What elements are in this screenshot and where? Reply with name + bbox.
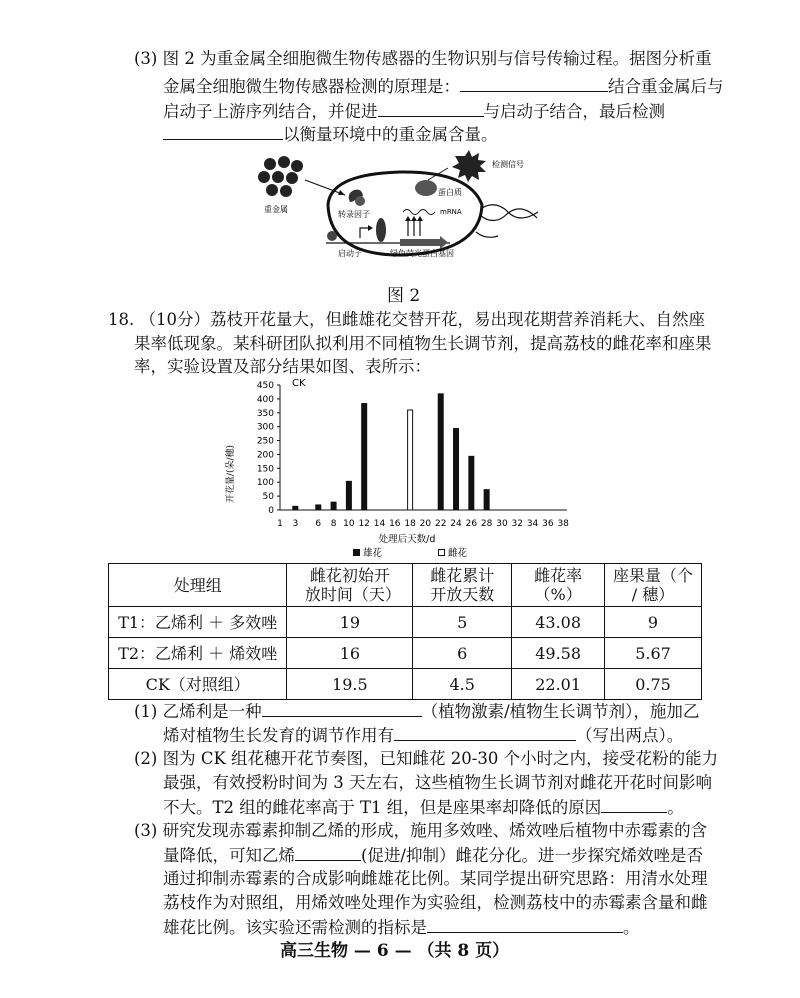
q18-2-line1: (2) 图为 CK 组花穗开花节奏图，已知雌花 20-30 个小时之内，接受花粉的能力 [134, 749, 719, 768]
chart-axes [280, 385, 567, 510]
label-detection-signal: 检测信号 [492, 160, 524, 169]
label-protein: 蛋白质 [438, 188, 462, 197]
x-tick-label: 8 [330, 519, 337, 529]
q18-3-text-e2: 。 [623, 918, 640, 937]
x-tick-label: 20 [419, 519, 432, 529]
detection-signal-burst [452, 150, 486, 182]
answer-blank[interactable] [378, 100, 484, 117]
table-cell: 4.5 [413, 669, 512, 700]
q18-line1: 18. （10分）荔枝开花量大，但雌雄花交替开花，易出现花期营养消耗大、自然座 [108, 310, 705, 329]
bar-male [346, 481, 352, 510]
mrna-wave [403, 210, 435, 215]
x-tick-label: 36 [542, 519, 554, 529]
x-tick-label: 38 [557, 519, 569, 529]
answer-blank[interactable] [163, 123, 283, 140]
table-cell: T1：乙烯利 ＋ 多效唑 [109, 607, 287, 638]
y-tick-label: 50 [262, 492, 274, 503]
bar-male [484, 489, 490, 510]
x-tick-label: 30 [496, 519, 508, 529]
x-tick-label: 3 [292, 519, 299, 529]
table-cell: 9 [605, 607, 702, 638]
heavy-metal-dots [258, 156, 303, 197]
table-cell: CK（对照组） [109, 669, 287, 700]
q18-1-line2 [163, 724, 683, 747]
table-cell: T2：乙烯利 ＋ 烯效唑 [109, 638, 287, 669]
figure-2-caption: 图 2 [387, 286, 421, 306]
q18-3-line2 [163, 844, 703, 867]
table-row [109, 638, 702, 669]
table-cell: 43.08 [512, 607, 605, 638]
page-footer: 高三生物 — 6 — （共 8 页） [280, 941, 510, 961]
q18-3-line5 [163, 916, 640, 939]
legend-swatch-female [439, 550, 445, 556]
bar-male [453, 428, 459, 510]
chart-legend [353, 547, 468, 559]
label-promoter: 启动子 [338, 249, 362, 258]
q18-1-text-c: 烯对植物生长发育的调节作用有 [163, 726, 394, 745]
x-tick-label: 14 [373, 519, 386, 529]
q17-3-line2 [163, 75, 724, 98]
table-header-row [109, 564, 702, 607]
x-tick-label: 1 [277, 519, 283, 529]
table-header: 雌花初始开放时间（天） [287, 564, 413, 607]
table-cell: 16 [287, 638, 413, 669]
q18-3-line1: (3) 研究发现赤霉素抑制乙烯的形成，施用多效唑、烯效唑后植物中赤霉素的含 [134, 821, 708, 840]
label-heavy-metal: 重金属 [264, 205, 288, 214]
x-tick-label: 26 [465, 519, 478, 529]
x-tick-label: 10 [343, 519, 355, 529]
y-tick-label: 150 [256, 464, 274, 475]
bar-male [438, 393, 444, 510]
q17-3-line1: (3) 图 2 为重金属全细胞微生物传感器的生物识别与信号传输过程。据图分析重 [134, 49, 712, 68]
q18-2-text-c: 不大。T2 组的雌花率高于 T1 组，但是座果率却降低的原因 [163, 798, 602, 817]
q17-3-line3 [163, 100, 665, 123]
table-cell: 5.67 [605, 638, 702, 669]
legend-swatch-male [353, 549, 360, 556]
table-cell: 6 [413, 638, 512, 669]
x-tick-label: 18 [404, 519, 416, 529]
label-transcription-factor: 转录因子 [338, 210, 370, 219]
transcription-arrows [408, 220, 420, 236]
answer-blank[interactable] [295, 844, 361, 861]
table-row [109, 669, 702, 700]
answer-blank[interactable] [262, 700, 422, 717]
answer-blank[interactable] [394, 724, 576, 741]
answer-blank[interactable] [601, 796, 667, 813]
q18-1-text-d: （写出两点）。 [576, 726, 684, 745]
q18-1-line1 [134, 700, 699, 723]
table-row [109, 607, 702, 638]
y-tick-label: 400 [256, 394, 274, 405]
protein-shape [415, 180, 437, 196]
y-tick-label: 300 [256, 422, 274, 433]
q17-3-line4 [163, 123, 498, 146]
legend-label-male: 雄花 [363, 548, 383, 559]
label-mrna: mRNA [440, 208, 462, 216]
q18-line2: 果率低现象。某科研团队拟利用不同植物生长调节剂，提高荔枝的雌花率和座果 [134, 334, 712, 353]
answer-blank[interactable] [427, 916, 623, 933]
table-cell: 19 [287, 607, 413, 638]
q18-3-line3: 通过抑制赤霉素的合成影响雌雄花比例。某同学提出研究思路：用清水处理 [163, 869, 708, 888]
x-tick-label: 12 [358, 519, 370, 529]
q18-2-line2: 最强，有效授粉时间为 3 天左右，这些植物生长调节剂对雌花开花时间影响 [163, 773, 712, 792]
q18-3-text-b2: (促进/抑制）雌花分化。进一步探究烯效唑是否 [361, 846, 703, 865]
x-tick-label: 34 [526, 519, 539, 529]
bar-male [468, 456, 474, 510]
y-tick-label: 200 [256, 450, 274, 461]
figure-2-diagram [250, 150, 550, 270]
y-tick-label: 100 [256, 478, 274, 489]
bar-female [408, 410, 413, 510]
q18-3-line4: 荔枝作为对照组，用烯效唑处理作为实验组，检测荔枝中的赤霉素含量和雌 [163, 893, 708, 912]
y-tick-label: 450 [256, 381, 274, 391]
q17-3-line3-b: 与启动子结合，最后检测 [483, 102, 665, 121]
chart-series-label: CK [292, 378, 306, 389]
q18-2-text-d: 。 [667, 798, 684, 817]
table-cell: 22.01 [512, 669, 605, 700]
y-tick-label: 250 [256, 436, 274, 447]
q17-3-line4-b: 以衡量环境中的重金属含量。 [283, 125, 498, 144]
gene-shape [376, 218, 386, 242]
q17-3-line2-a: 金属全细胞微生物传感器检测的原理是： [163, 77, 460, 96]
flagellum-bottom [481, 209, 537, 221]
label-gfp-gene: 绿色荧光蛋白基因 [390, 249, 454, 258]
q18-3-text-b1: 量降低，可知乙烯 [163, 846, 295, 865]
table-cell: 0.75 [605, 669, 702, 700]
table-header: 座果量（个 / 穗） [605, 564, 702, 607]
q18-2-line3 [163, 796, 684, 819]
chart-y-axis-label: 开花量/(朵/穗) [226, 444, 236, 504]
x-tick-label: 16 [389, 519, 401, 529]
table-cell: 49.58 [512, 638, 605, 669]
x-tick-label: 22 [434, 519, 447, 529]
x-tick-label: 6 [315, 519, 322, 529]
q18-1-text-b: （植物激素/植物生长调节剂），施加乙 [421, 702, 700, 721]
legend-label-female: 雌花 [448, 548, 468, 559]
q18-1-text-a: (1) 乙烯利是一种 [134, 702, 262, 721]
table-header: 雌花率（%） [512, 564, 605, 607]
x-tick-label: 28 [480, 519, 493, 529]
answer-blank[interactable] [460, 75, 608, 92]
table-header: 雌花累计开放天数 [413, 564, 512, 607]
results-table [108, 563, 702, 700]
y-tick-label: 0 [268, 506, 274, 516]
bar-male [292, 506, 298, 510]
x-tick-label: 24 [450, 519, 462, 529]
q18-line3: 率，实验设置及部分结果如图、表所示： [134, 357, 431, 376]
q17-3-line2-b: 结合重金属后与 [608, 77, 724, 96]
q18-3-text-e1: 雄花比例。该实验还需检测的指标是 [163, 918, 427, 937]
table-cell: 5 [413, 607, 512, 638]
table-header: 处理组 [109, 564, 287, 607]
chart-x-axis-label: 处理后天数/d [378, 534, 436, 545]
bar-male [315, 504, 321, 510]
bar-male [361, 403, 367, 510]
x-tick-label: 32 [511, 519, 523, 529]
table-cell: 19.5 [287, 669, 413, 700]
q17-3-line3-a: 启动子上游序列结合，并促进 [163, 102, 378, 121]
bar-male [331, 502, 337, 510]
flowering-bar-chart [222, 374, 582, 560]
y-tick-label: 350 [256, 408, 274, 419]
